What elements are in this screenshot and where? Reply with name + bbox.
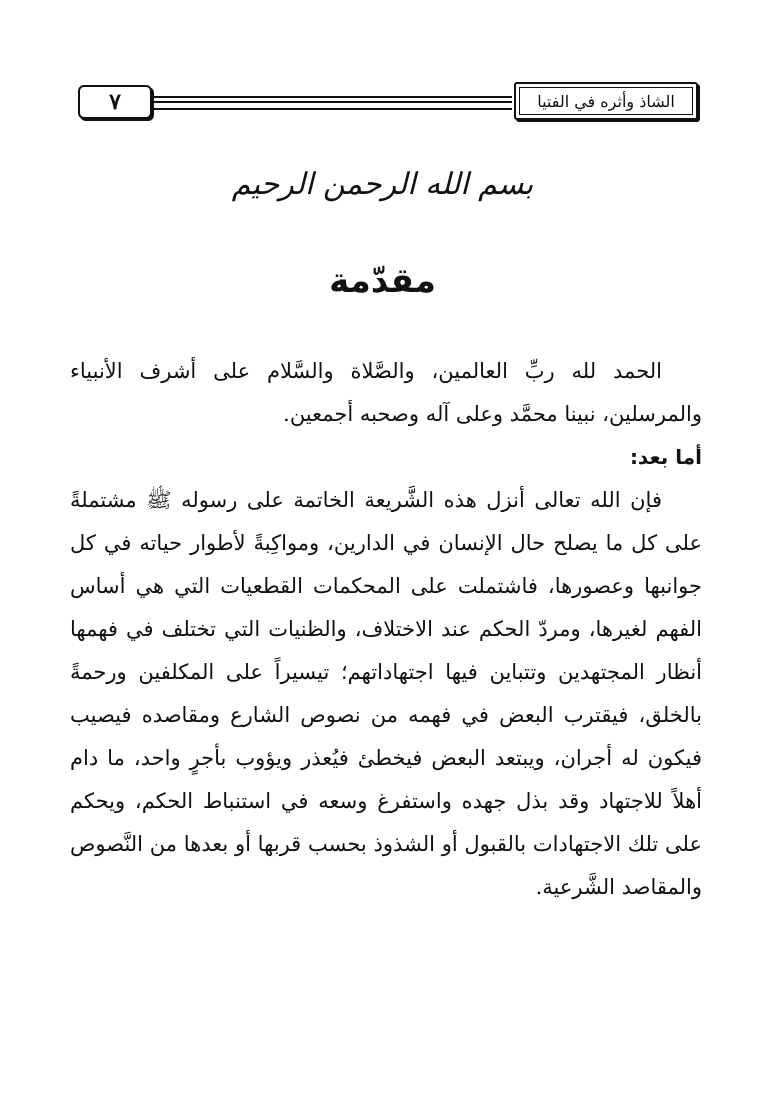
basmala: بسم الله الرحمن الرحيم: [231, 167, 534, 202]
section-title: مقدّمة: [329, 261, 436, 301]
running-title: الشاذ وأثره في الفتيا: [514, 82, 698, 120]
transition-heading: أما بعد:: [629, 445, 702, 469]
main-paragraph: فإن الله تعالى أنزل هذه الشَّريعة الخاتمة على رسوله ﷺ مشتملةً على كل ما يصلح حال الإنسان في الدارين، ومواكِبةً لأطوار حياته في كل جوانبها وعصورها، فاشتملت على المحكمات القطعيات التي هي أساس الفهم لغيرها، ومردّ الحكم عند الاختلاف، والظنيات التي تختلف في فهمها أنظار المجتهدين وتتباين فيها اجتهاداتهم؛ تيسيراً على المكلفين ورحمةً بالخلق، فيقترب البعض في فهمه من نصوص الشارع ومقاصده فيصيب فيكون له أجران، ويبتعد البعض فيخطئ فيُعذر ويؤوب بأجرٍ واحد، ما دام أهلاً للاجتهاد وقد بذل جهده واستفرغ وسعه في استنباط الحكم، ويحكم على تلك الاجتهادات بالقبول أو الشذوذ بحسب قربها أو بعدها من النَّصوص والمقاصد الشَّرعية.: [70, 488, 702, 899]
header-rule: [154, 96, 512, 110]
body-text: [70, 350, 702, 909]
page-number: ٧: [78, 85, 152, 119]
page-header: [78, 82, 698, 122]
opening-paragraph: الحمد لله ربِّ العالمين، والصَّلاة والسَّلام على أشرف الأنبياء والمرسلين، نبينا محمَّد وعلى آله وصحبه أجمعين.: [70, 359, 702, 426]
